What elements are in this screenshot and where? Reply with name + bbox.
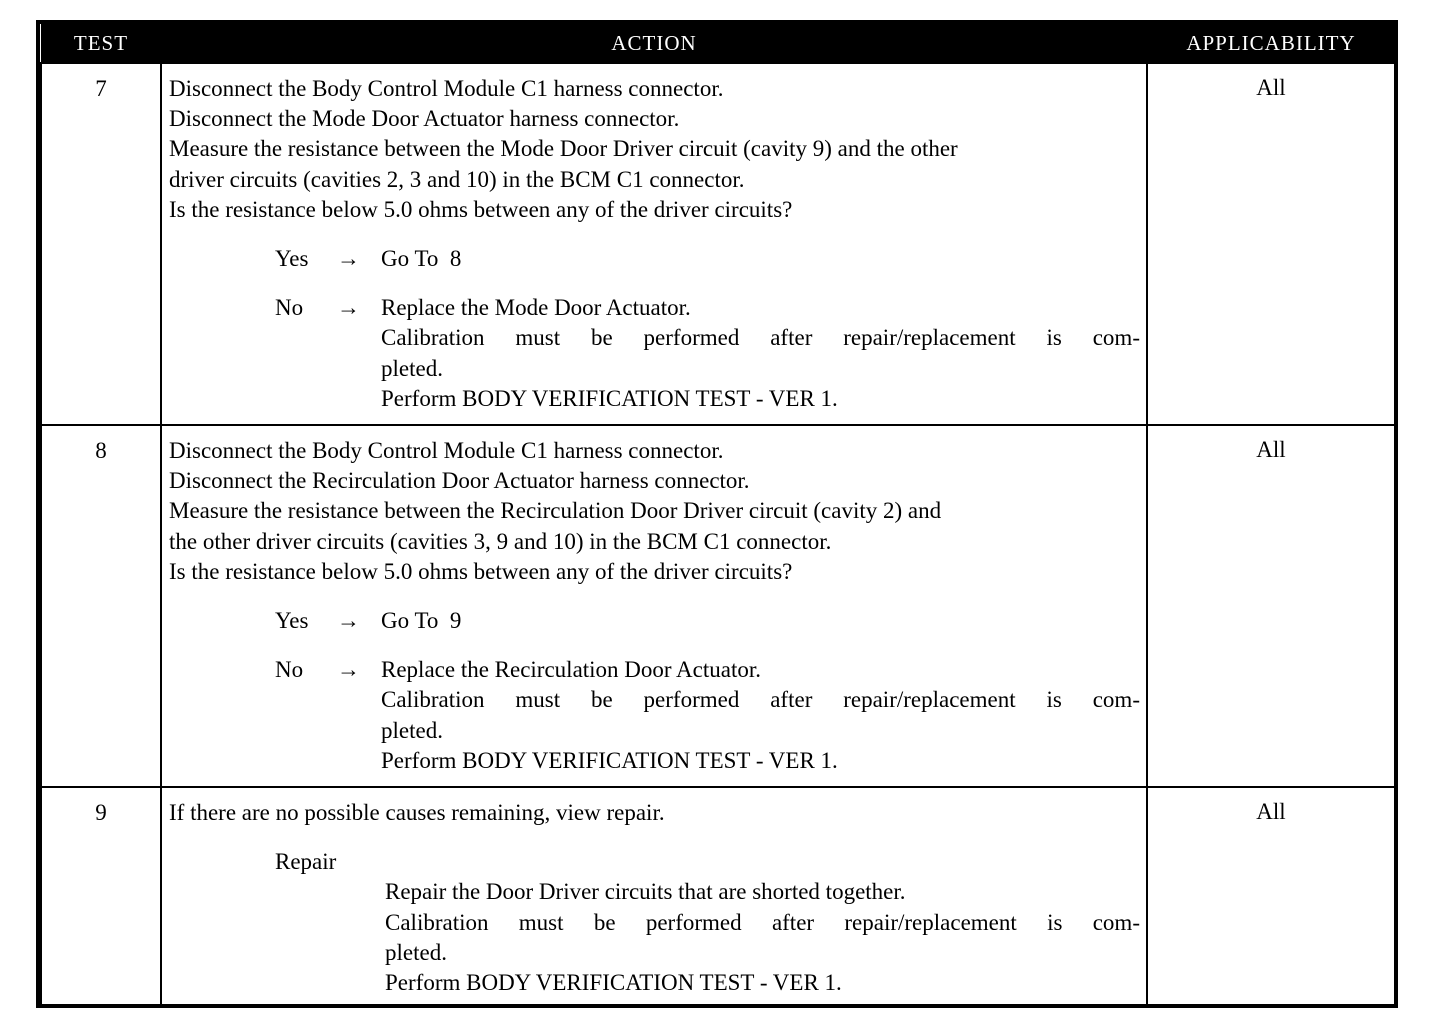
action-line: If there are no possible causes remaining, view repair. xyxy=(169,800,665,825)
table-row xyxy=(41,425,1395,787)
no-branch xyxy=(169,655,1140,776)
yes-label: Yes xyxy=(275,608,309,634)
action-line: Is the resistance below 5.0 ohms between any of the driver circuits? xyxy=(169,558,793,584)
applicability-value: All xyxy=(1147,787,1395,1005)
no-label: No xyxy=(275,657,304,683)
diagnostic-table-frame xyxy=(36,20,1398,1008)
action-cell xyxy=(161,63,1147,425)
yes-label: Yes xyxy=(275,246,309,272)
repair-line: Repair the Door Driver circuits that are shorted together. xyxy=(385,879,906,905)
table-row xyxy=(41,787,1395,1005)
action-line: Disconnect the Recirculation Door Actuator harness connector. xyxy=(169,468,750,494)
test-number: 9 xyxy=(41,787,161,1005)
no-line: Perform BODY VERIFICATION TEST - VER 1. xyxy=(381,385,838,411)
no-line: Replace the Recirculation Door Actuator. xyxy=(381,657,762,683)
header-action: ACTION xyxy=(161,24,1147,63)
action-line: Is the resistance below 5.0 ohms between any of the driver circuits? xyxy=(169,196,793,222)
applicability-value: All xyxy=(1147,63,1395,425)
action-cell xyxy=(161,425,1147,787)
action-line: Disconnect the Body Control Module C1 harness connector. xyxy=(169,76,724,101)
action-line: the other driver circuits (cavities 3, 9 and 10) in the BCM C1 connector. xyxy=(169,528,832,554)
applicability-value: All xyxy=(1147,425,1395,787)
arrow-icon: → xyxy=(337,608,360,634)
no-line: pleted. xyxy=(381,355,443,381)
action-line: Disconnect the Mode Door Actuator harness connector. xyxy=(169,106,680,132)
no-line: Replace the Mode Door Actuator. xyxy=(381,295,691,321)
repair-line: Calibration must be performed after repair/replacement is com- xyxy=(385,909,1140,935)
action-line: Measure the resistance between the Mode Door Driver circuit (cavity 9) and the other xyxy=(169,136,958,162)
repair-line: Perform BODY VERIFICATION TEST - VER 1. xyxy=(385,970,842,996)
test-number: 8 xyxy=(41,425,161,787)
no-line: Calibration must be performed after repair/replacement is com- xyxy=(381,325,1140,351)
goto-link[interactable]: Go To 9 xyxy=(381,608,462,634)
action-line: driver circuits (cavities 2, 3 and 10) in the BCM C1 connector. xyxy=(169,166,745,192)
no-label: No xyxy=(275,295,304,321)
arrow-icon: → xyxy=(337,295,360,321)
action-line: Disconnect the Body Control Module C1 harness connector. xyxy=(169,438,724,463)
test-number: 7 xyxy=(41,63,161,425)
action-line: Measure the resistance between the Recirculation Door Driver circuit (cavity 2) and xyxy=(169,498,942,524)
arrow-icon: → xyxy=(337,246,360,272)
repair-line: pleted. xyxy=(385,939,447,965)
yes-branch xyxy=(169,606,1140,636)
header-applicability: APPLICABILITY xyxy=(1147,24,1395,63)
diagnostic-test-table xyxy=(40,24,1396,1006)
no-branch xyxy=(169,293,1140,414)
header-test: TEST xyxy=(41,24,161,63)
repair-label: Repair xyxy=(275,849,337,875)
no-line: Perform BODY VERIFICATION TEST - VER 1. xyxy=(381,747,838,773)
arrow-icon: → xyxy=(337,657,360,683)
action-cell xyxy=(161,787,1147,1005)
yes-branch xyxy=(169,244,1140,274)
repair-branch xyxy=(275,847,1140,998)
table-header-row xyxy=(41,24,1395,63)
no-line: Calibration must be performed after repair/replacement is com- xyxy=(381,687,1140,713)
goto-link[interactable]: Go To 8 xyxy=(381,246,462,272)
table-row xyxy=(41,63,1395,425)
no-line: pleted. xyxy=(381,717,443,743)
